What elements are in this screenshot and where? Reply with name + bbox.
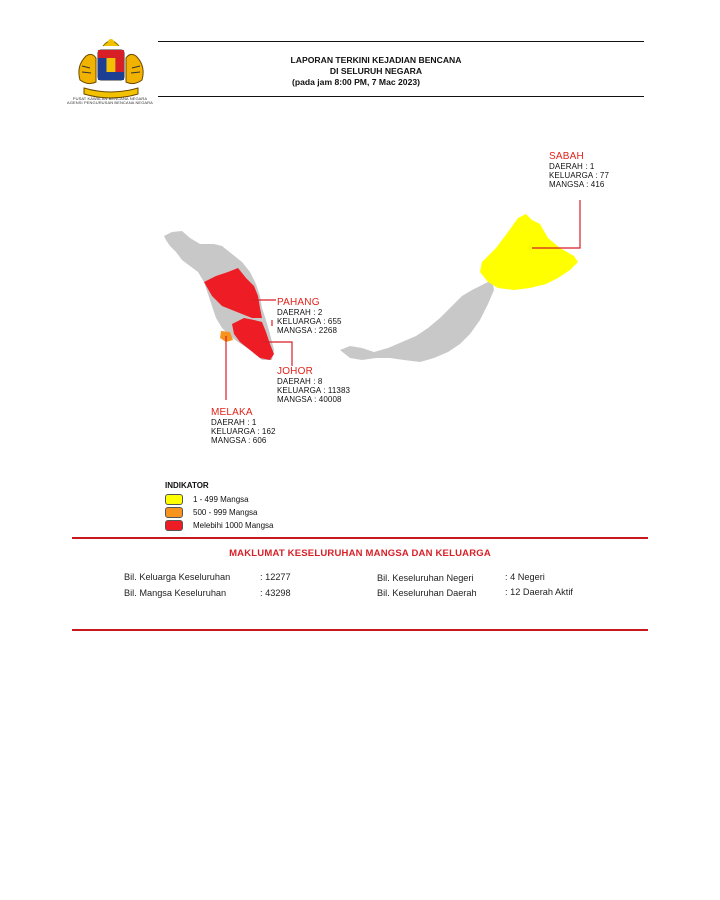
report-timestamp: (pada jam 8:00 PM, 7 Mac 2023): [291, 77, 420, 87]
callout-melaka-name: MELAKA: [211, 407, 253, 418]
callout-sabah-daerah: DAERAH : 1: [549, 162, 595, 171]
legend-label-high: Melebihi 1000 Mangsa: [193, 521, 274, 530]
callout-pahang-keluarga: KELUARGA : 655: [277, 317, 342, 326]
summary-rule-top: [72, 537, 648, 539]
callout-melaka-daerah: DAERAH : 1: [211, 418, 257, 427]
legend-label-medium: 500 - 999 Mangsa: [193, 508, 258, 517]
summary-value-keluarga: : 12277: [260, 572, 291, 582]
callout-pahang-mangsa: MANGSA : 2268: [277, 326, 337, 335]
coat-of-arms-logo: [70, 36, 152, 104]
legend-swatch-low: [165, 494, 183, 505]
summary-value-mangsa: : 43298: [260, 588, 291, 598]
region-sabah: [480, 214, 578, 290]
header-rule-bottom: [158, 96, 644, 97]
callout-johor-daerah: DAERAH : 8: [277, 377, 323, 386]
summary-label-mangsa: Bil. Mangsa Keseluruhan: [124, 588, 227, 598]
callout-pahang-daerah: DAERAH : 2: [277, 308, 323, 317]
region-sarawak: [340, 280, 494, 362]
callout-melaka-keluarga: KELUARGA : 162: [211, 427, 276, 436]
header-rule-top: [158, 41, 644, 42]
summary-value-daerah: : 12 Daerah Aktif: [505, 587, 573, 597]
callout-johor-keluarga: KELUARGA : 11383: [277, 386, 351, 395]
legend-swatch-high: [165, 520, 183, 531]
report-title: LAPORAN TERKINI KEJADIAN BENCANA: [290, 55, 462, 65]
malaysia-map: [150, 200, 590, 400]
logo-caption-line2: AGENSI PENGURUSAN BENCANA NEGARA: [67, 100, 153, 105]
callout-melaka-mangsa: MANGSA : 606: [211, 436, 267, 445]
legend-title: INDIKATOR: [165, 481, 209, 490]
summary-title: MAKLUMAT KESELURUHAN MANGSA DAN KELUARGA: [229, 548, 491, 559]
region-johor: [232, 318, 274, 360]
legend-item-medium: [165, 507, 258, 518]
summary-rule-bottom: [72, 629, 648, 631]
callout-johor-mangsa: MANGSA : 40008: [277, 395, 342, 404]
callout-sabah-mangsa: MANGSA : 416: [549, 180, 605, 189]
legend-label-low: 1 - 499 Mangsa: [193, 495, 249, 504]
summary-value-negeri: : 4 Negeri: [505, 572, 545, 582]
callout-johor-name: JOHOR: [277, 366, 313, 377]
summary-label-keluarga: Bil. Keluarga Keseluruhan: [124, 572, 231, 582]
summary-label-negeri: Bil. Keseluruhan Negeri: [377, 573, 474, 583]
callout-pahang-name: PAHANG: [277, 297, 320, 308]
legend-item-low: [165, 494, 249, 505]
legend-swatch-medium: [165, 507, 183, 518]
report-subtitle: DI SELURUH NEGARA: [329, 66, 423, 76]
callout-sabah-keluarga: KELUARGA : 77: [549, 171, 609, 180]
logo-caption-line1: PUSAT KAWALAN BENCANA NEGARA: [72, 96, 148, 101]
legend-item-high: [165, 520, 274, 531]
summary-label-daerah: Bil. Keseluruhan Daerah: [377, 588, 477, 598]
callout-sabah-name: SABAH: [549, 151, 584, 162]
